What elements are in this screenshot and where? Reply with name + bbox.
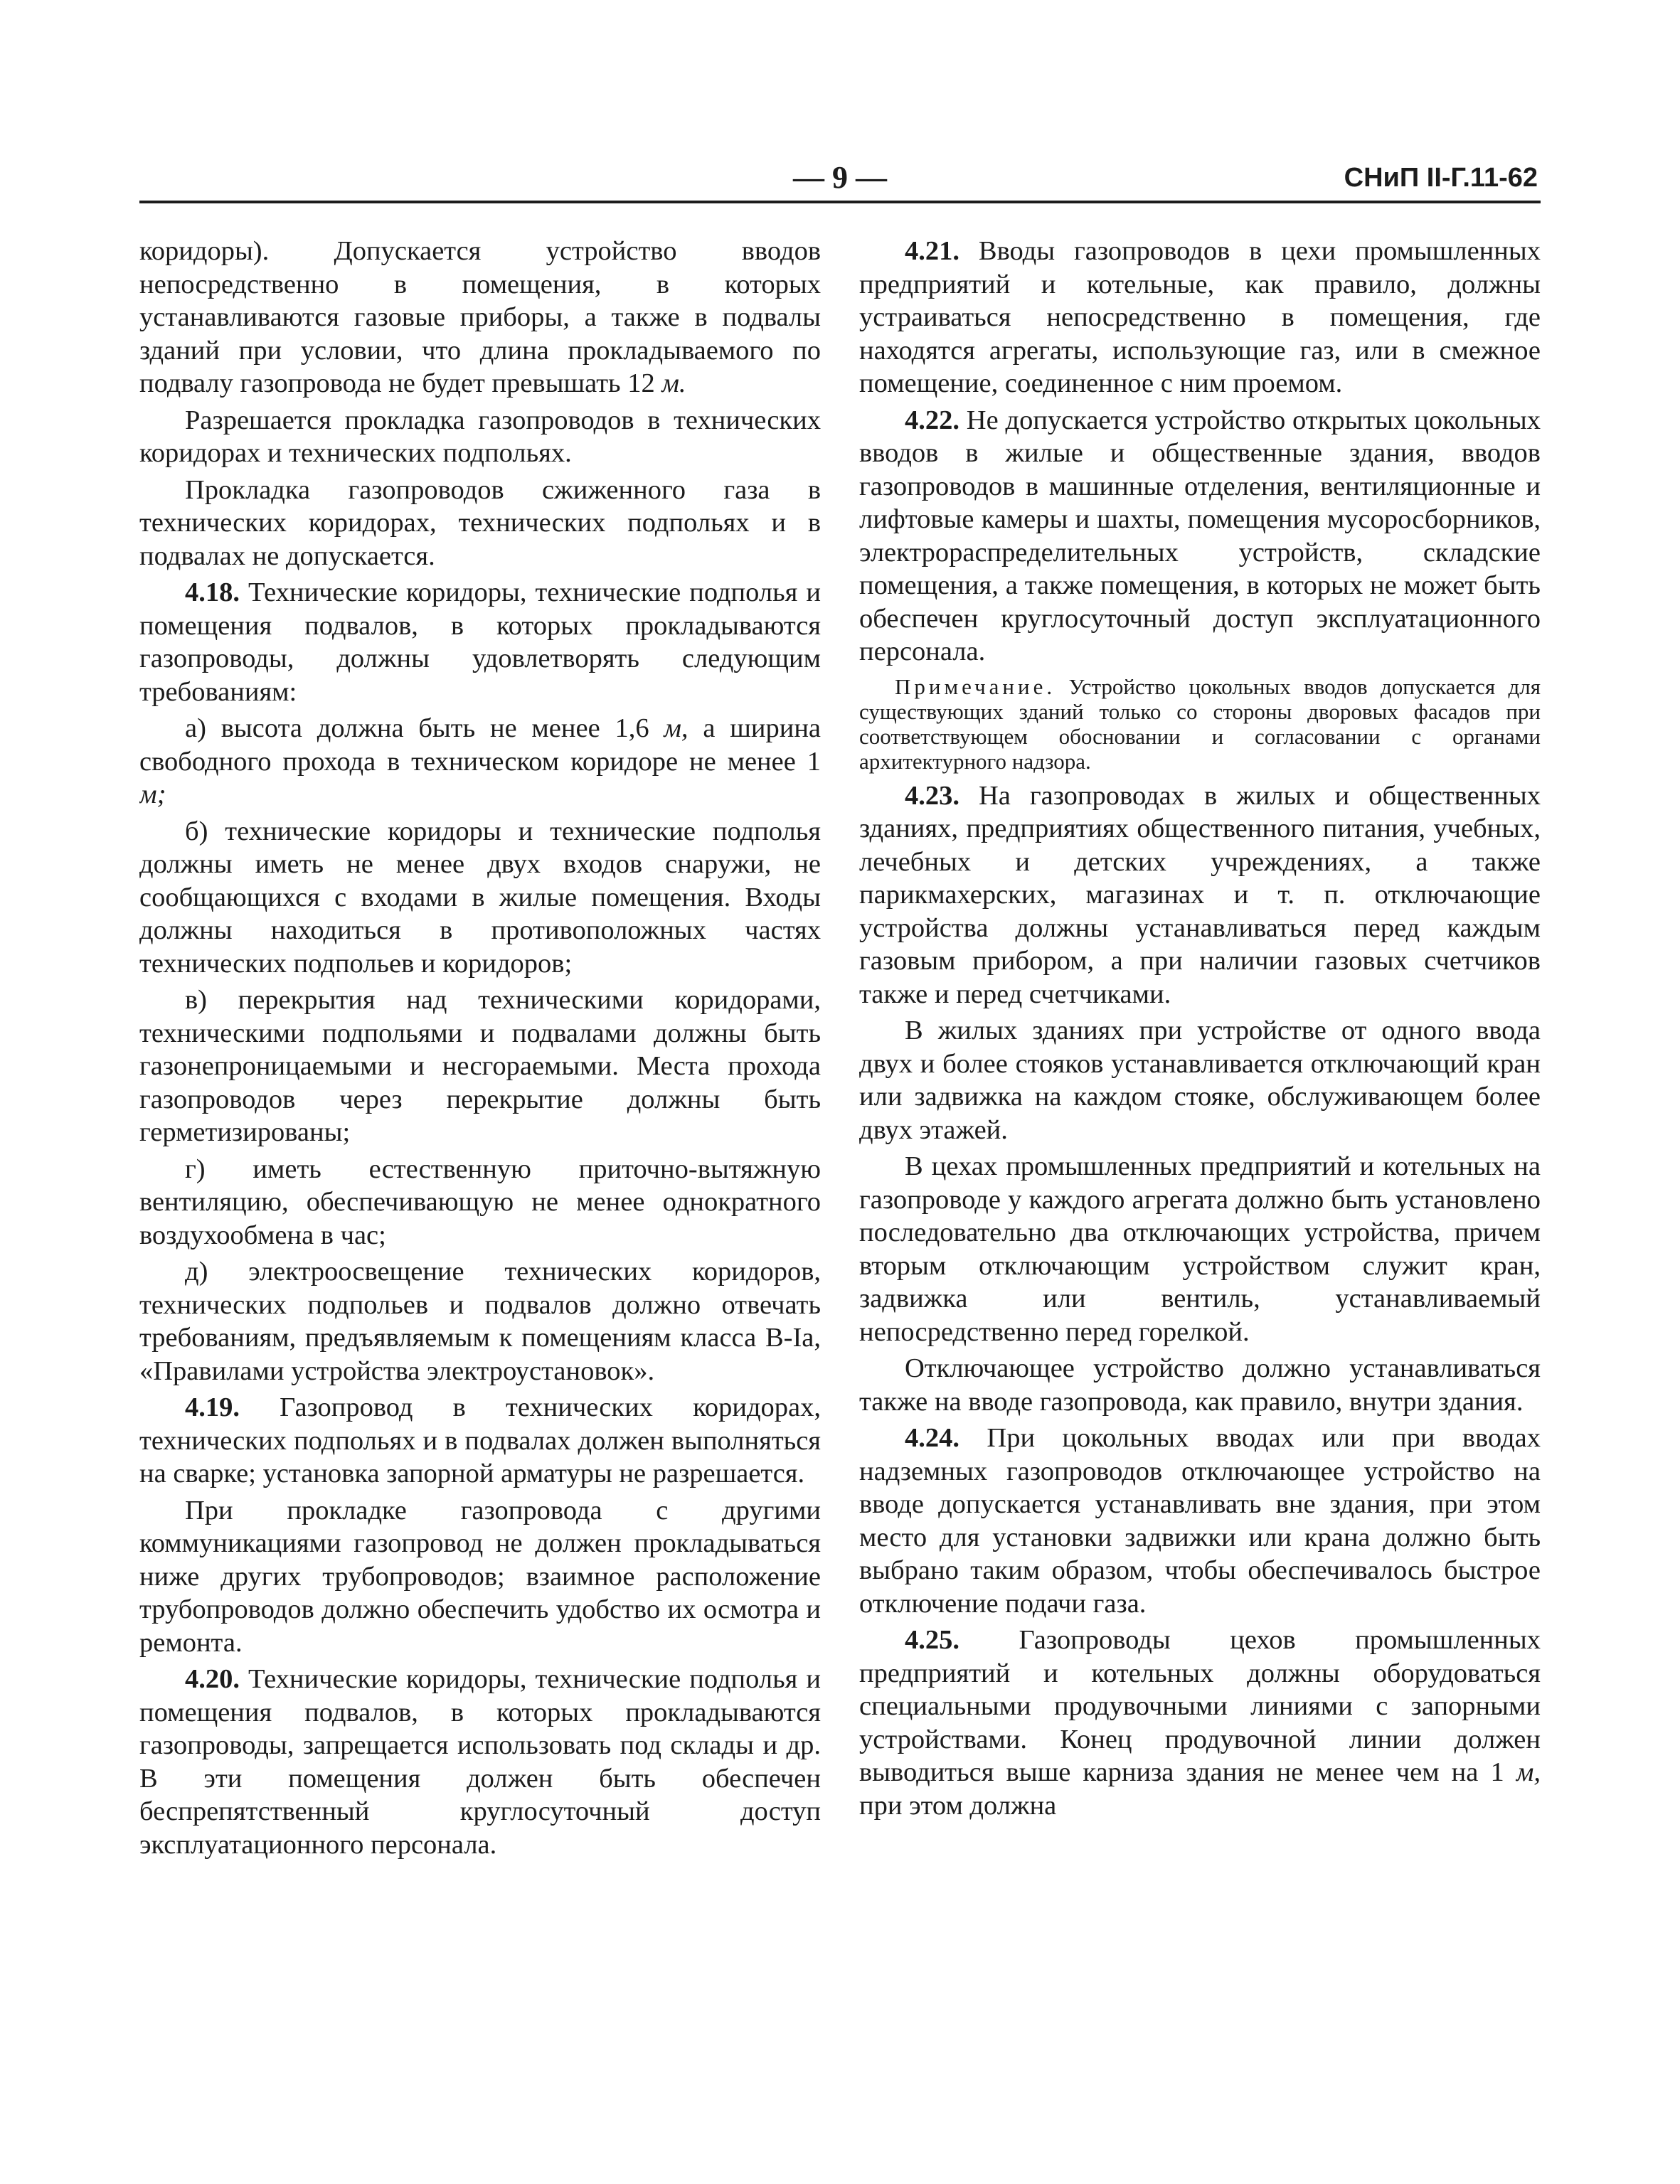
paragraph: В цехах промышленных предприятий и котельных на газопроводе у каждого агрегата должно быть установлено последовательно два отключающих устройства, причем вторым отключающим устройством служит кран, задвижка или вентиль, устанавливаемый непосредственно перед горелкой. [859,1151,1541,1347]
section-text: Технические коридоры, технические подполья и помещения подвалов, в которых прокладываются газопроводы, запрещается использовать под склады и др. В эти помещения должен быть обеспечен беспрепятственный круглосуточный доступ эксплуатационного персонала. [139,1664,821,1860]
section-text: Технические коридоры, технические подполья и помещения подвалов, в которых прокладываются газопроводы, должны удовлетворять следующим требованиям: [139,577,821,707]
page-number: — 9 — [793,160,887,195]
section-number: 4.24. [905,1423,959,1453]
header-rule [139,201,1541,203]
section-4-22 [859,404,1541,668]
standard-code: СНиП II-Г.11-62 [1344,163,1538,193]
section-number: 4.22. [905,405,959,435]
section-number: 4.18. [185,577,240,607]
section-4-19 [139,1391,821,1491]
unit-label: м, [1516,1757,1541,1787]
section-4-23 [859,779,1541,1011]
left-column [139,235,821,1970]
unit-label: м; [139,779,166,809]
paragraph: Отключающее устройство должно устанавливаться также на вводе газопровода, как правило, внутри здания. [859,1353,1541,1417]
note-text: Устройство цокольных вводов допускается для существующих зданий только со стороны дворовых фасадов при соответствующем обосновании и согласовании с органами архитектурного надзора. [859,673,1541,774]
section-number: 4.19. [185,1392,240,1422]
section-4-25 [859,1624,1541,1822]
note [859,674,1541,774]
section-4-21 [859,235,1541,400]
list-item-b: б) технические коридоры и технические подполья должны иметь не менее двух входов снаружи, не сообщающихся с входами в жилые помещения. Входы должны находиться в противоположных частях технических подпольев и коридоров; [139,816,821,979]
paragraph: Разрешается прокладка газопроводов в технических коридорах и технических подпольях. [139,405,821,468]
paragraph: В жилых зданиях при устройстве от одного ввода двух и более стояков устанавливается отключающий кран или задвижка на каждом стояке, обслуживающем более двух этажей. [859,1016,1541,1145]
list-item-g: г) иметь естественную приточно-вытяжную вентиляцию, обеспечивающую не менее однократного воздухообмена в час; [139,1154,821,1250]
section-number: 4.23. [905,780,959,811]
section-4-18 [139,576,821,708]
note-label: Примечание. [895,673,1056,699]
page-header [139,160,1541,204]
unit-label: м. [661,368,686,398]
section-text: Вводы газопроводов в цехи промышленных предприятий и котельные, как правило, должны устраиваться непосредственно в помещения, где находятся агрегаты, использующие газ, или в смежное помещение, соединенное с ним проемом. [859,236,1541,398]
list-item-text: а ширина свободного прохода в техническом коридоре не менее 1 [139,713,821,777]
list-item-d: д) электроосвещение технических коридоров, технических подпольев и подвалов должно отвечать требованиям, предъявляемым к помещениям класса В-Iа, «Правилами устройства электроустановок». [139,1257,821,1386]
section-4-24 [859,1422,1541,1620]
section-4-20 [139,1663,821,1861]
section-text: Газопровод в технических коридорах, технических подпольях и в подвалах должен выполняться на сварке; установка запорной арматуры не разрешается. [139,1392,821,1488]
section-text: Не допускается устройство открытых цокольных вводов в жилые и общественные здания, вводов газопроводов в машинные отделения, вентиляционные и лифтовые камеры и шахты, помещения мусоросборников, электрораспределительных устройств, складские помещения, а также помещения, в которых не может быть обеспечен круглосуточный доступ эксплуатационного персонала. [859,405,1541,666]
section-number: 4.25. [905,1625,959,1655]
paragraph: Прокладка газопроводов сжиженного газа в технических коридорах, технических подпольях и в подвалах не допускается. [139,474,821,571]
list-item-v: в) перекрытия над техническими коридорами, техническими подпольями и подвалами должны быть газонепроницаемыми и несгораемыми. Места прохода газопроводов через перекрытие должны быть герметизированы; [139,985,821,1147]
list-item-text: а) высота должна быть не менее 1,6 [185,713,649,743]
section-number: 4.21. [905,236,959,266]
section-text: При цокольных вводах или при вводах надземных газопроводов отключающее устройство на вводе допускается устанавливать вне здания, при этом место для установки задвижки или крана должно быть выбрано таким образом, чтобы обеспечивалось быстрое отключение подачи газа. [859,1423,1541,1619]
unit-label: м, [664,713,689,743]
section-text: Газопроводы цехов промышленных предприятий и котельных должны оборудоваться специальными продувочными линиями с запорными устройствами. Конец продувочной линии должен выводиться выше карниза здания не менее чем на 1 [859,1625,1541,1787]
section-text: при этом должна [859,1790,1057,1821]
paragraph-text: коридоры). Допускается устройство вводов непосредственно в помещения, в которых устанавливаются газовые приборы, а также в подвалы зданий при условии, что длина прокладываемого по подвалу газопровода не будет превышать 12 [139,236,821,398]
section-number: 4.20. [185,1664,240,1694]
paragraph-continuation [139,235,821,400]
paragraph: При прокладке газопровода с другими коммуникациями газопровод не должен прокладываться ниже других трубопроводов; взаимное расположение трубопроводов должно обеспечить удобство их осмотра и ремонта. [139,1495,821,1658]
list-item-a [139,712,821,811]
section-text: На газопроводах в жилых и общественных зданиях, предприятиях общественного питания, учебных, лечебных и детских учреждениях, а также парикмахерских, магазинах и т. п. отключающие устройства должны устанавливаться перед каждым газовым прибором, а при наличии газовых счетчиков также и перед счетчиками. [859,780,1541,1009]
right-column [859,235,1541,1970]
